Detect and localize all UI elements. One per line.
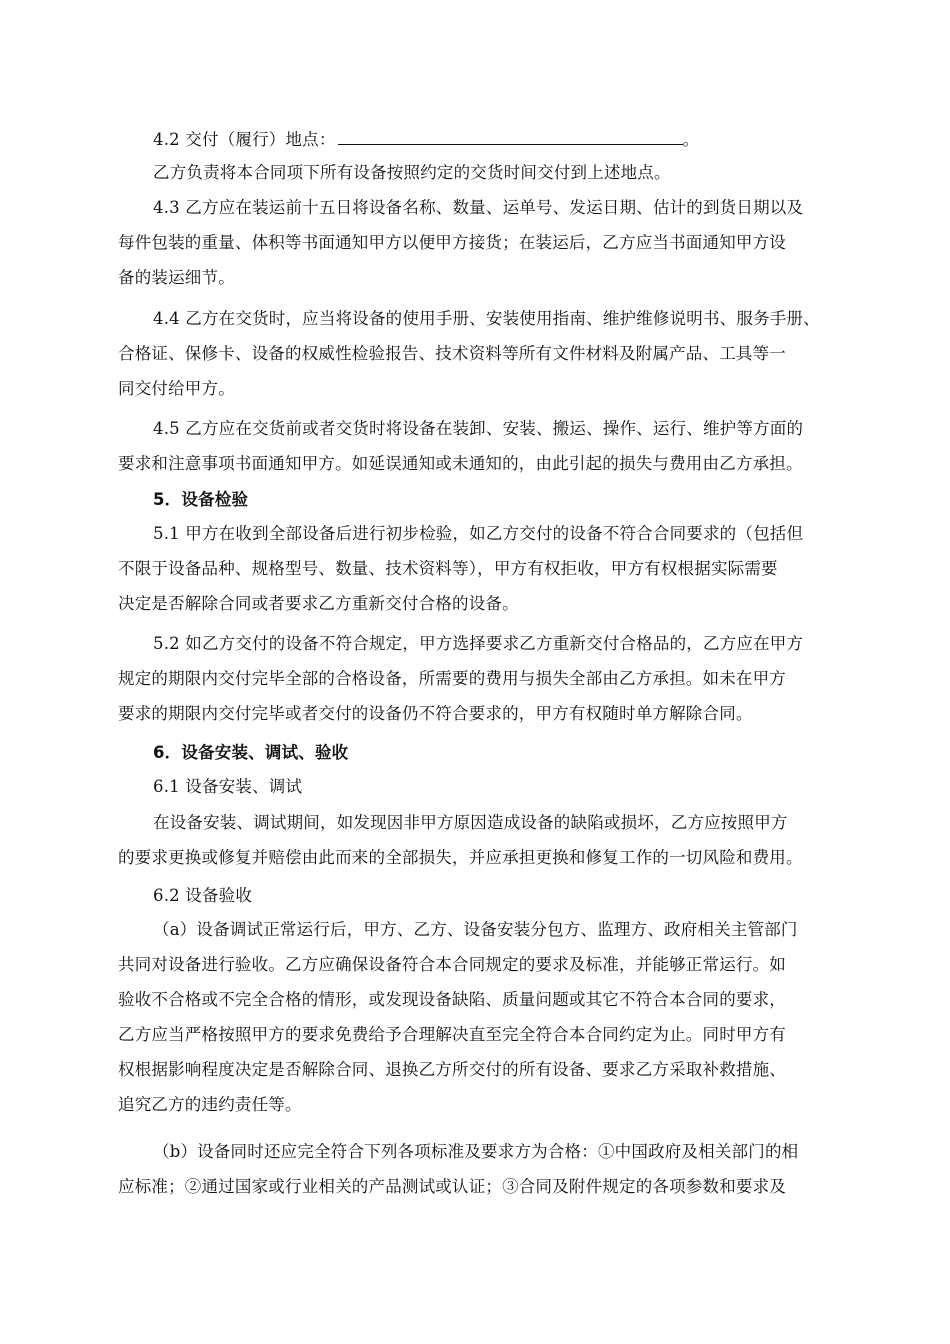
paragraph-5-1-line: 5.1 甲方在收到全部设备后进行初步检验，如乙方交付的设备不符合合同要求的（包括但 xyxy=(153,524,804,543)
paragraph-6-2b-line: 应标准；②通过国家或行业相关的产品测试或认证；③合同及附件规定的各项参数和要求及 xyxy=(118,1177,786,1196)
subsection-6-1-title: 6.1 设备安装、调试 xyxy=(153,777,303,796)
paragraph-4-4-line: 4.4 乙方在交货时，应当将设备的使用手册、安装使用指南、维护维修说明书、服务手册、 xyxy=(153,309,820,328)
paragraph-4-3-line: 备的装运细节。 xyxy=(118,268,235,287)
paragraph-6-1-line: 的要求更换或修复并赔偿由此而来的全部损失，并应承担更换和修复工作的一切风险和费用。 xyxy=(118,848,803,867)
paragraph-6-1-line: 在设备安装、调试期间，如发现因非甲方原因造成设备的缺陷或损坏，乙方应按照甲方 xyxy=(153,813,788,832)
delivery-place-blank xyxy=(338,127,683,145)
subsection-6-2-title: 6.2 设备验收 xyxy=(153,886,253,905)
paragraph-6-2a-line: 乙方应当严格按照甲方的要求免费给予合理解决直至完全符合本合同约定为止。同时甲方有 xyxy=(118,1025,786,1044)
paragraph-4-3-line: 4.3 乙方应在装运前十五日将设备名称、数量、运单号、发运日期、估计的到货日期以及 xyxy=(153,198,804,217)
delivery-place-label: 4.2 交付（履行）地点： xyxy=(153,130,336,149)
paragraph-5-2-line: 5.2 如乙方交付的设备不符合规定，甲方选择要求乙方重新交付合格品的，乙方应在甲方 xyxy=(153,634,804,653)
paragraph-5-1-line: 决定是否解除合同或者要求乙方重新交付合格的设备。 xyxy=(118,594,519,613)
paragraph-4-3-line: 每件包装的重量、体积等书面通知甲方以便甲方接货；在装运后，乙方应当书面通知甲方设 xyxy=(118,233,786,252)
paragraph-5-2-line: 规定的期限内交付完毕全部的合格设备，所需要的费用与损失全部由乙方承担。如未在甲方 xyxy=(118,669,786,688)
paragraph-6-2b-line: （b）设备同时还应完全符合下列各项标准及要求方为合格：①中国政府及相关部门的相 xyxy=(153,1142,799,1161)
paragraph-6-2a-line: 验收不合格或不完全合格的情形，或发现设备缺陷、质量问题或其它不符合本合同的要求， xyxy=(118,990,786,1009)
paragraph-4-5-line: 4.5 乙方应在交货前或者交货时将设备在装卸、安装、搬运、操作、运行、维护等方面的 xyxy=(153,419,804,438)
section-5-heading: 5．设备检验 xyxy=(153,490,249,509)
paragraph-4-2-line xyxy=(153,127,699,152)
paragraph-6-2a-line: 权根据影响程度决定是否解除合同、退换乙方所交付的所有设备、要求乙方采取补救措施、 xyxy=(118,1060,786,1079)
section-6-heading: 6．设备安装、调试、验收 xyxy=(153,743,349,762)
paragraph-5-2-line: 要求的期限内交付完毕或者交付的设备仍不符合要求的，甲方有权随时单方解除合同。 xyxy=(118,704,753,723)
paragraph-4-2-text: 乙方负责将本合同项下所有设备按照约定的交货时间交付到上述地点。 xyxy=(153,163,671,182)
paragraph-4-4-line: 合格证、保修卡、设备的权威性检验报告、技术资料等所有文件材料及附属产品、工具等一 xyxy=(118,344,786,363)
paragraph-4-5-line: 要求和注意事项书面通知甲方。如延误通知或未通知的，由此引起的损失与费用由乙方承担。 xyxy=(118,454,803,473)
paragraph-6-2a-line: 追究乙方的违约责任等。 xyxy=(118,1095,302,1114)
paragraph-6-2a-line: 共同对设备进行验收。乙方应确保设备符合本合同规定的要求及标准，并能够正常运行。如 xyxy=(118,955,786,974)
paragraph-4-4-line: 同交付给甲方。 xyxy=(118,379,235,398)
paragraph-6-2a-line: （a）设备调试正常运行后，甲方、乙方、设备安装分包方、监理方、政府相关主管部门 xyxy=(153,920,798,939)
paragraph-5-1-line: 不限于设备品种、规格型号、数量、技术资料等），甲方有权拒收，甲方有权根据实际需要 xyxy=(118,559,778,578)
delivery-place-end: 。 xyxy=(682,130,700,149)
